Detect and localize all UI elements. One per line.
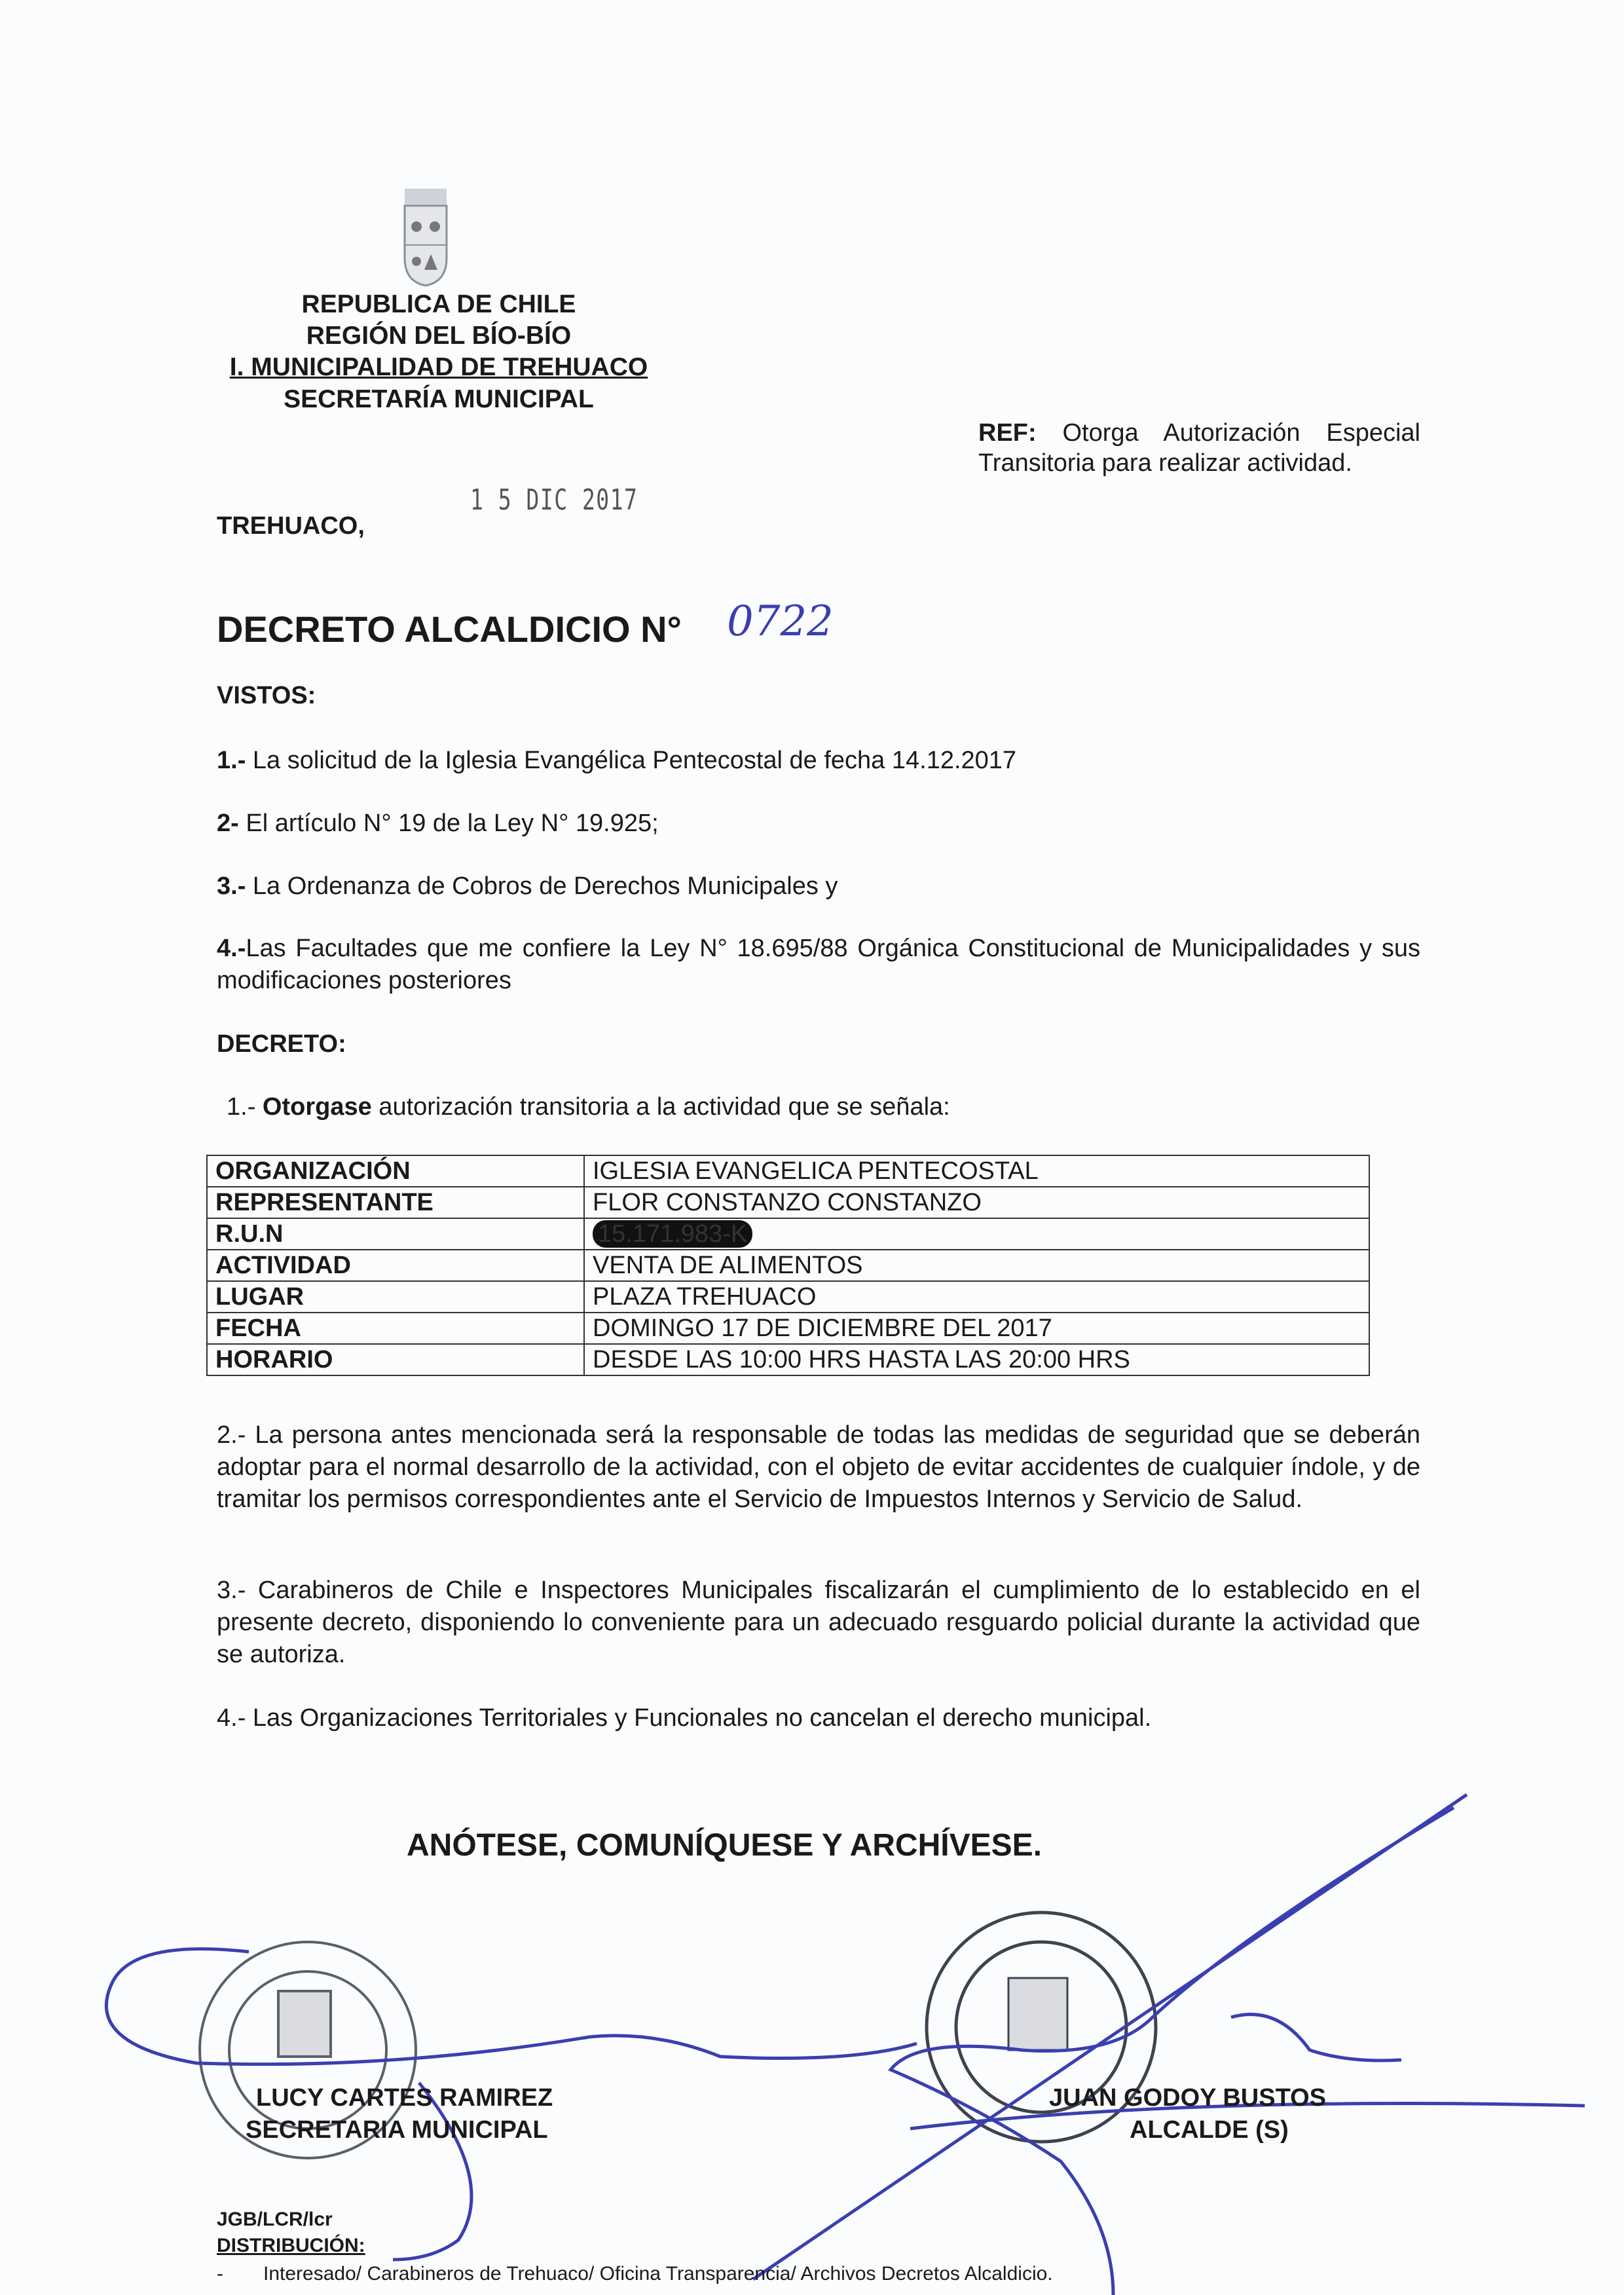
distribution-bullet: - (217, 2263, 223, 2285)
table-row: REPRESENTANTE FLOR CONSTANZO CONSTANZO (207, 1187, 1369, 1218)
paragraph-3: 3.- Carabineros de Chile e Inspectores Municipales fiscalizarán el cumplimiento de lo establecido en el presente decreto, disponiendo lo conveniente para un adecuado resguardo policial durante la actividad que se autoriza. (217, 1577, 1420, 1668)
date-stamp: 1 5 DIC 2017 (470, 483, 638, 517)
table-row: R.U.N 15.171.983-K (207, 1218, 1369, 1250)
header-republic: REPUBLICA DE CHILE (301, 290, 576, 318)
vistos-item-4: 4.-Las Facultades que me confiere la Ley N° 18.695/88 Orgánica Constitucional de Municipalidades y sus modificaciones posteriores (217, 935, 1420, 994)
vistos-heading: VISTOS: (217, 682, 316, 709)
paragraph-2: 2.- La persona antes mencionada será la responsable de todas las medidas de seguridad que se deberán adoptar para el normal desarrollo de la actividad, con el objeto de evitar accidentes de cualquier índole, y de tramitar los permisos correspondientes ante el Servicio de Impuestos Internos y Servicio de Salud. (217, 1421, 1420, 1513)
vistos-item-1: 1.- La solicitud de la Iglesia Evangélica Pentecostal de fecha 14.12.2017 (217, 747, 1017, 774)
mayor-name: JUAN GODOY BUSTOS (1049, 2084, 1327, 2112)
header-region: REGIÓN DEL BÍO-BÍO (306, 322, 572, 350)
vistos-item-2: 2- El artículo N° 19 de la Ley N° 19.925; (217, 810, 659, 837)
reference (978, 417, 1420, 449)
table-row: ORGANIZACIÓN IGLESIA EVANGELICA PENTECOSTAL (207, 1155, 1369, 1187)
decree-title: DECRETO ALCALDICIO N° (217, 608, 682, 650)
closing-formula: ANÓTESE, COMUNÍQUESE Y ARCHÍVESE. (407, 1828, 1042, 1863)
header-municipality: I. MUNICIPALIDAD DE TREHUACO (229, 353, 648, 381)
initials: JGB/LCR/lcr (217, 2209, 333, 2230)
ref-line2: Transitoria para realizar actividad. (978, 449, 1352, 477)
header-department: SECRETARÍA MUNICIPAL (284, 385, 594, 413)
table-row: LUGAR PLAZA TREHUACO (207, 1281, 1369, 1313)
ref-line1: Otorga Autorización Especial (1062, 419, 1420, 447)
municipal-coat-of-arms-logo (393, 186, 458, 288)
table-row: FECHA DOMINGO 17 DE DICIEMBRE DEL 2017 (207, 1313, 1369, 1344)
secretary-name: LUCY CARTES RAMIREZ (256, 2084, 553, 2112)
secretary-role: SECRETARIA MUNICIPAL (246, 2116, 548, 2144)
decreto-heading: DECRETO: (217, 1030, 346, 1058)
activity-table (206, 1155, 1370, 1376)
handwritten-decree-number: 0722 (727, 597, 834, 646)
mayor-role: ALCALDE (S) (1130, 2116, 1289, 2144)
table-row: ACTIVIDAD VENTA DE ALIMENTOS (207, 1250, 1369, 1281)
ref-label: REF: (978, 419, 1037, 447)
vistos-item-3: 3.- La Ordenanza de Cobros de Derechos Municipales y (217, 872, 838, 900)
distribution-list: Interesado/ Carabineros de Trehuaco/ Oficina Transparencia/ Archivos Decretos Alcaldicio. (263, 2263, 1053, 2285)
paragraph-4: 4.- Las Organizaciones Territoriales y Funcionales no cancelan el derecho municipal. (217, 1704, 1152, 1732)
distribution-heading: DISTRIBUCIÓN: (217, 2235, 365, 2256)
table-row: HORARIO DESDE LAS 10:00 HRS HASTA LAS 20:00 HRS (207, 1344, 1369, 1375)
decreto-item-1: 1.- Otorgase autorización transitoria a la actividad que se señala: (227, 1093, 950, 1121)
place: TREHUACO, (217, 512, 365, 540)
redacted-run: 15.171.983-K (593, 1220, 752, 1248)
